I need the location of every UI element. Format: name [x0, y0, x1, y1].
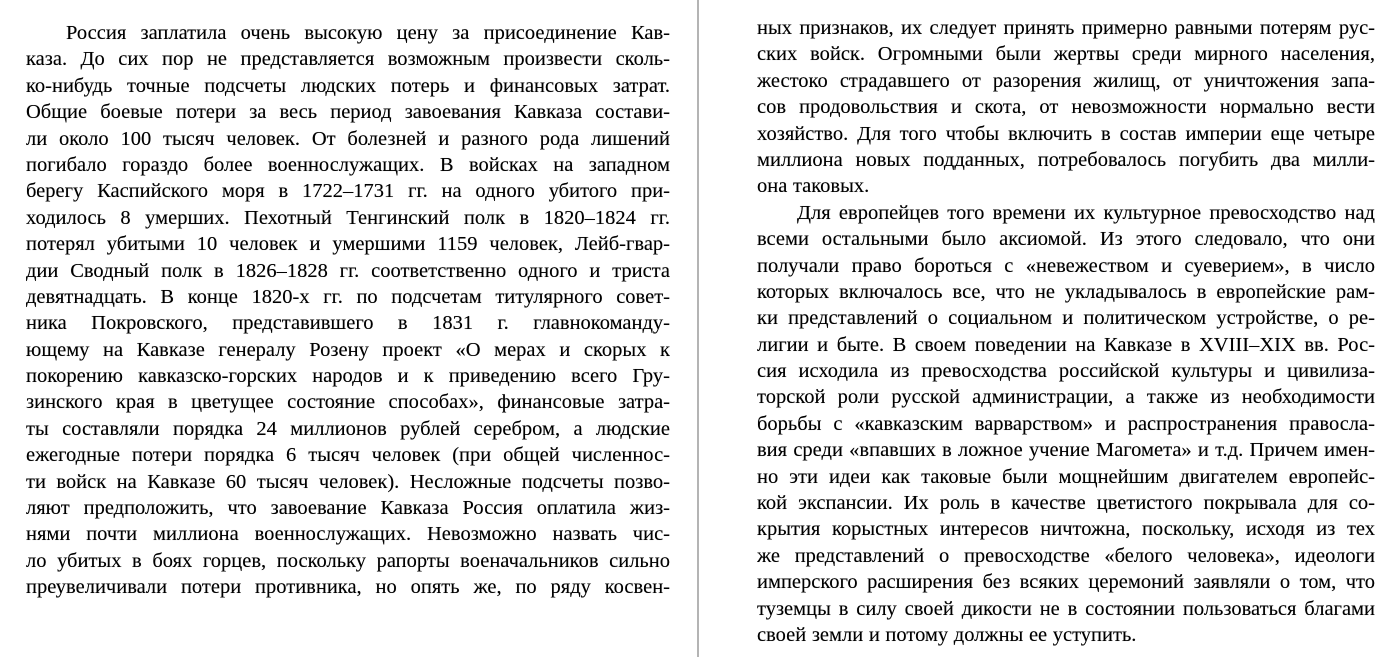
text-line: погибало гораздо более военнослужащих. В войсках на западном: [26, 153, 670, 176]
text-line: ли около 100 тысяч человек. От болезней и разного рода лишений: [26, 127, 670, 150]
text-line: ющему на Кавказе генералу Розену проект «О мерах и скорых к: [26, 338, 670, 361]
text-line: Общие боевые потери за весь период завоевания Кавказа состави-: [26, 101, 670, 124]
page-gutter-divider: [697, 0, 699, 657]
text-line: преувеличивали потери противника, но опять же, по ряду косвен-: [26, 576, 670, 599]
text-line: миллиона новых подданных, потребовалось погубить два милли-: [757, 148, 1375, 171]
text-line: ежегодные потери порядка 6 тысяч человек (при общей численнос-: [26, 444, 670, 467]
text-line: всеми остальными было аксиомой. Из этого следовало, что они: [757, 228, 1375, 251]
text-line: ных признаков, их следует принять примерно равными потерям рус-: [757, 17, 1375, 39]
text-line: получали право бороться с «невежеством и суеверием», в число: [757, 254, 1375, 277]
left-page-text-column: [26, 20, 670, 601]
text-line: которых включалось все, что не укладывалось в европейские рам-: [757, 280, 1375, 303]
text-line: своей земли и потому должны ее уступить.: [757, 623, 1137, 646]
text-line: кой экспансии. Их роль в качестве цветистого покрывала для со-: [757, 492, 1375, 515]
text-line: ки представлений о социальном и политическом устройстве, о ре-: [757, 307, 1375, 330]
text-line: сия исходила из превосходства российской культуры и цивилиза-: [757, 360, 1375, 383]
text-line: ника Покровского, представившего в 1831 г. главнокоманду-: [26, 312, 670, 335]
text-line: жестоко страдавшего от разорения жилищ, от уничтожения запа-: [757, 69, 1375, 92]
text-line: Для европейцев того времени их культурное превосходство над: [797, 201, 1375, 224]
text-line: она таковых.: [757, 175, 870, 198]
text-line: имперского расширения без всяких церемоний заявляли о том, что: [757, 571, 1375, 594]
text-line: потерял убитыми 10 человек и умершими 1159 человек, Лейб-гвар-: [26, 233, 670, 256]
text-line: торской роли русской администрации, а также из необходимости: [757, 386, 1375, 409]
text-line: крытия корыстных интересов ничтожна, поскольку, исходя из тех: [757, 518, 1375, 541]
text-line: ло убитых в боях горцев, поскольку рапорты военачальников сильно: [26, 549, 670, 572]
text-line: ти войск на Кавказе 60 тысяч человек). Несложные подсчеты позво-: [26, 470, 670, 493]
text-line: зинского края в цветущее состояние способах», финансовые затра-: [26, 391, 670, 414]
text-line: Россия заплатила очень высокую цену за присоединение Кав-: [66, 22, 670, 44]
text-line: вия среди «впавших в ложное учение Магомета» и т.д. Причем имен-: [757, 439, 1375, 462]
text-line: борьбы с «кавказским варварством» и распространения правосла-: [757, 412, 1375, 435]
text-line: дии Сводный полк в 1826–1828 гг. соответственно одного и триста: [26, 259, 670, 282]
text-line: девятнадцать. В конце 1820-х гг. по подсчетам титулярного совет-: [26, 285, 670, 308]
text-line: хозяйство. Для того чтобы включить в состав империи еще четыре: [757, 122, 1375, 145]
text-line: ко-нибудь точные подсчеты людских потерь и финансовых затрат.: [26, 74, 670, 97]
text-line: ляют предположить, что завоевание Кавказа Россия оплатила жиз-: [26, 497, 670, 520]
text-line: ских войск. Огромными были жертвы среди мирного населения,: [757, 43, 1375, 66]
text-line: но эти идеи как таковые были мощнейшим двигателем европейс-: [757, 465, 1375, 488]
text-line: каза. До сих пор не представляется возможным произвести сколь-: [26, 48, 670, 71]
text-line: покорению кавказско-горских народов и к приведению всего Гру-: [26, 365, 670, 388]
right-page-text-column: [757, 15, 1375, 648]
text-line: берегу Каспийского моря в 1722–1731 гг. на одного убитого при-: [26, 180, 670, 203]
text-line: ты составляли порядка 24 миллионов рублей серебром, а людские: [26, 417, 670, 440]
text-line: лигии и быте. В своем поведении на Кавказе в XVIII–XIX вв. Рос-: [757, 333, 1375, 356]
text-line: сов продовольствия и скота, от невозможности нормально вести: [757, 96, 1375, 119]
text-line: нями почти миллиона военнослужащих. Невозможно назвать чис-: [26, 523, 670, 546]
text-line: ходилось 8 умерших. Пехотный Тенгинский полк в 1820–1824 гг.: [26, 206, 670, 229]
text-line: же представлений о превосходстве «белого человека», идеологи: [757, 544, 1375, 567]
text-line: туземцы в силу своей дикости не в состоянии пользоваться благами: [757, 597, 1375, 620]
